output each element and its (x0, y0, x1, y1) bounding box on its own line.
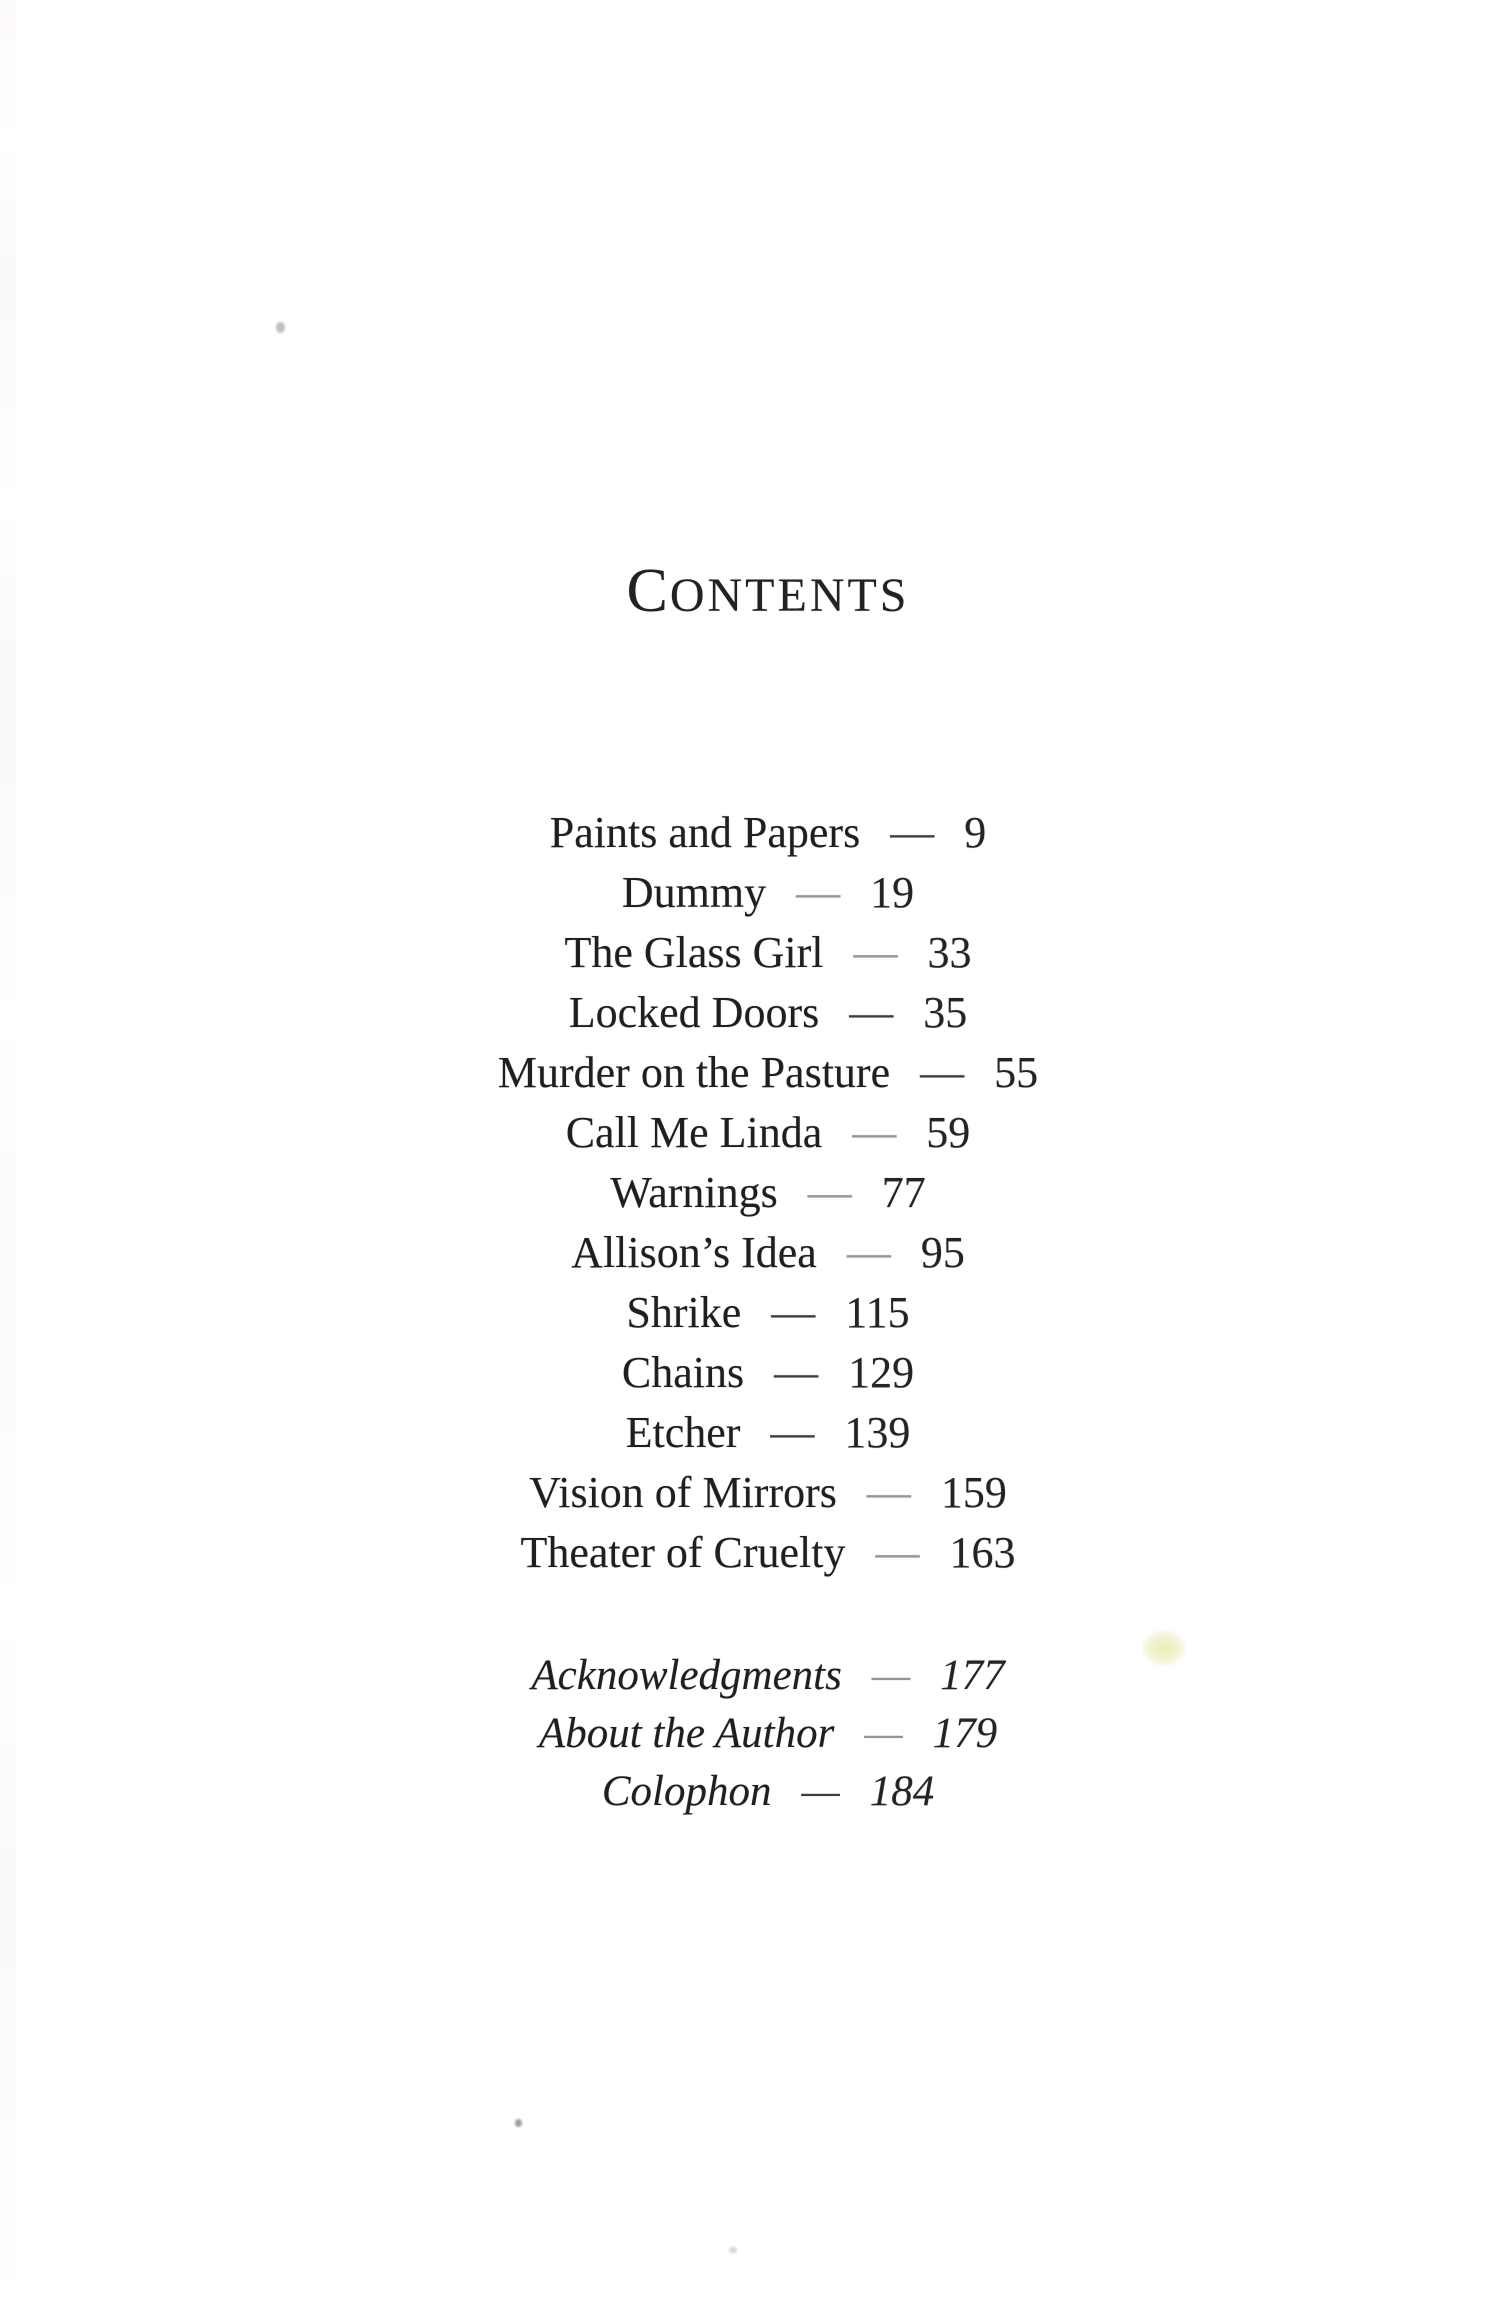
scan-speck (729, 2247, 737, 2253)
chapter-title: Shrike (626, 1288, 742, 1337)
toc-entry (12, 1523, 1512, 1583)
chapter-title: Theater of Cruelty (520, 1528, 846, 1577)
toc-main-list (12, 803, 1512, 1583)
dash-separator: — (875, 1528, 920, 1577)
dash-separator: — (852, 1108, 897, 1157)
dash-separator: — (849, 988, 894, 1037)
page-number: 33 (927, 928, 972, 977)
page-number: 129 (848, 1348, 915, 1397)
page-number: 19 (870, 868, 915, 917)
chapter-title: Paints and Papers (549, 808, 861, 857)
chapter-title: Vision of Mirrors (529, 1468, 837, 1517)
toc-entry (12, 803, 1512, 863)
page-number: 184 (869, 1768, 935, 1815)
scan-speck (515, 2119, 522, 2127)
heading-rest-letters: ONTENTS (669, 569, 910, 622)
toc-entry (12, 923, 1512, 983)
dash-separator: — (801, 1768, 840, 1815)
page-content (12, 0, 1512, 2312)
chapter-title: Murder on the Pasture (497, 1048, 891, 1097)
page-number: 177 (940, 1652, 1005, 1699)
toc-entry (12, 1463, 1512, 1523)
page-number: 163 (949, 1528, 1016, 1577)
toc-entry (12, 1647, 1512, 1705)
toc-entry (12, 1223, 1512, 1283)
chapter-title: Chains (621, 1348, 745, 1397)
toc-back-matter-list (12, 1647, 1512, 1821)
page-number: 115 (845, 1288, 910, 1337)
heading-initial-letter: C (626, 557, 670, 625)
chapter-title: Call Me Linda (565, 1108, 823, 1157)
dash-separator: — (796, 868, 841, 917)
contents-heading (12, 557, 1512, 625)
toc-entry (12, 1403, 1512, 1463)
page-number: 59 (926, 1108, 971, 1157)
dash-separator: — (846, 1228, 891, 1277)
chapter-title: Etcher (625, 1408, 741, 1457)
dash-separator: — (864, 1710, 903, 1757)
dash-separator: — (770, 1408, 815, 1457)
page-number: 55 (994, 1048, 1039, 1097)
dash-separator: — (866, 1468, 911, 1517)
toc-entry (12, 1283, 1512, 1343)
scan-speck (276, 322, 285, 333)
dash-separator: — (890, 808, 935, 857)
dash-separator: — (871, 1652, 911, 1699)
chapter-title: Warnings (610, 1168, 778, 1217)
page-number: 139 (844, 1408, 911, 1457)
toc-entry (12, 1043, 1512, 1103)
back-matter-title: Acknowledgments (531, 1652, 842, 1699)
page-number: 179 (932, 1710, 998, 1757)
chapter-title: The Glass Girl (564, 928, 824, 977)
chapter-title: Locked Doors (568, 988, 820, 1037)
toc-entry (12, 1163, 1512, 1223)
toc-entry (12, 863, 1512, 923)
chapter-title: Allison’s Idea (571, 1228, 817, 1277)
page-number: 95 (920, 1228, 965, 1277)
toc-entry (12, 1705, 1512, 1763)
scan-blemish (1132, 1622, 1196, 1674)
dash-separator: — (807, 1168, 852, 1217)
dash-separator: — (771, 1288, 816, 1337)
page-number: 77 (881, 1168, 926, 1217)
dash-separator: — (920, 1048, 965, 1097)
chapter-title: Dummy (621, 868, 767, 917)
back-matter-title: Colophon (601, 1768, 772, 1815)
toc-entry (12, 983, 1512, 1043)
page-number: 35 (923, 988, 968, 1037)
dash-separator: — (774, 1348, 819, 1397)
dash-separator: — (853, 928, 898, 977)
toc-entry (12, 1763, 1512, 1821)
page-number: 9 (964, 808, 987, 857)
toc-entry (12, 1103, 1512, 1163)
back-matter-title: About the Author (538, 1710, 835, 1757)
toc-entry (12, 1343, 1512, 1403)
page-number: 159 (940, 1468, 1007, 1517)
